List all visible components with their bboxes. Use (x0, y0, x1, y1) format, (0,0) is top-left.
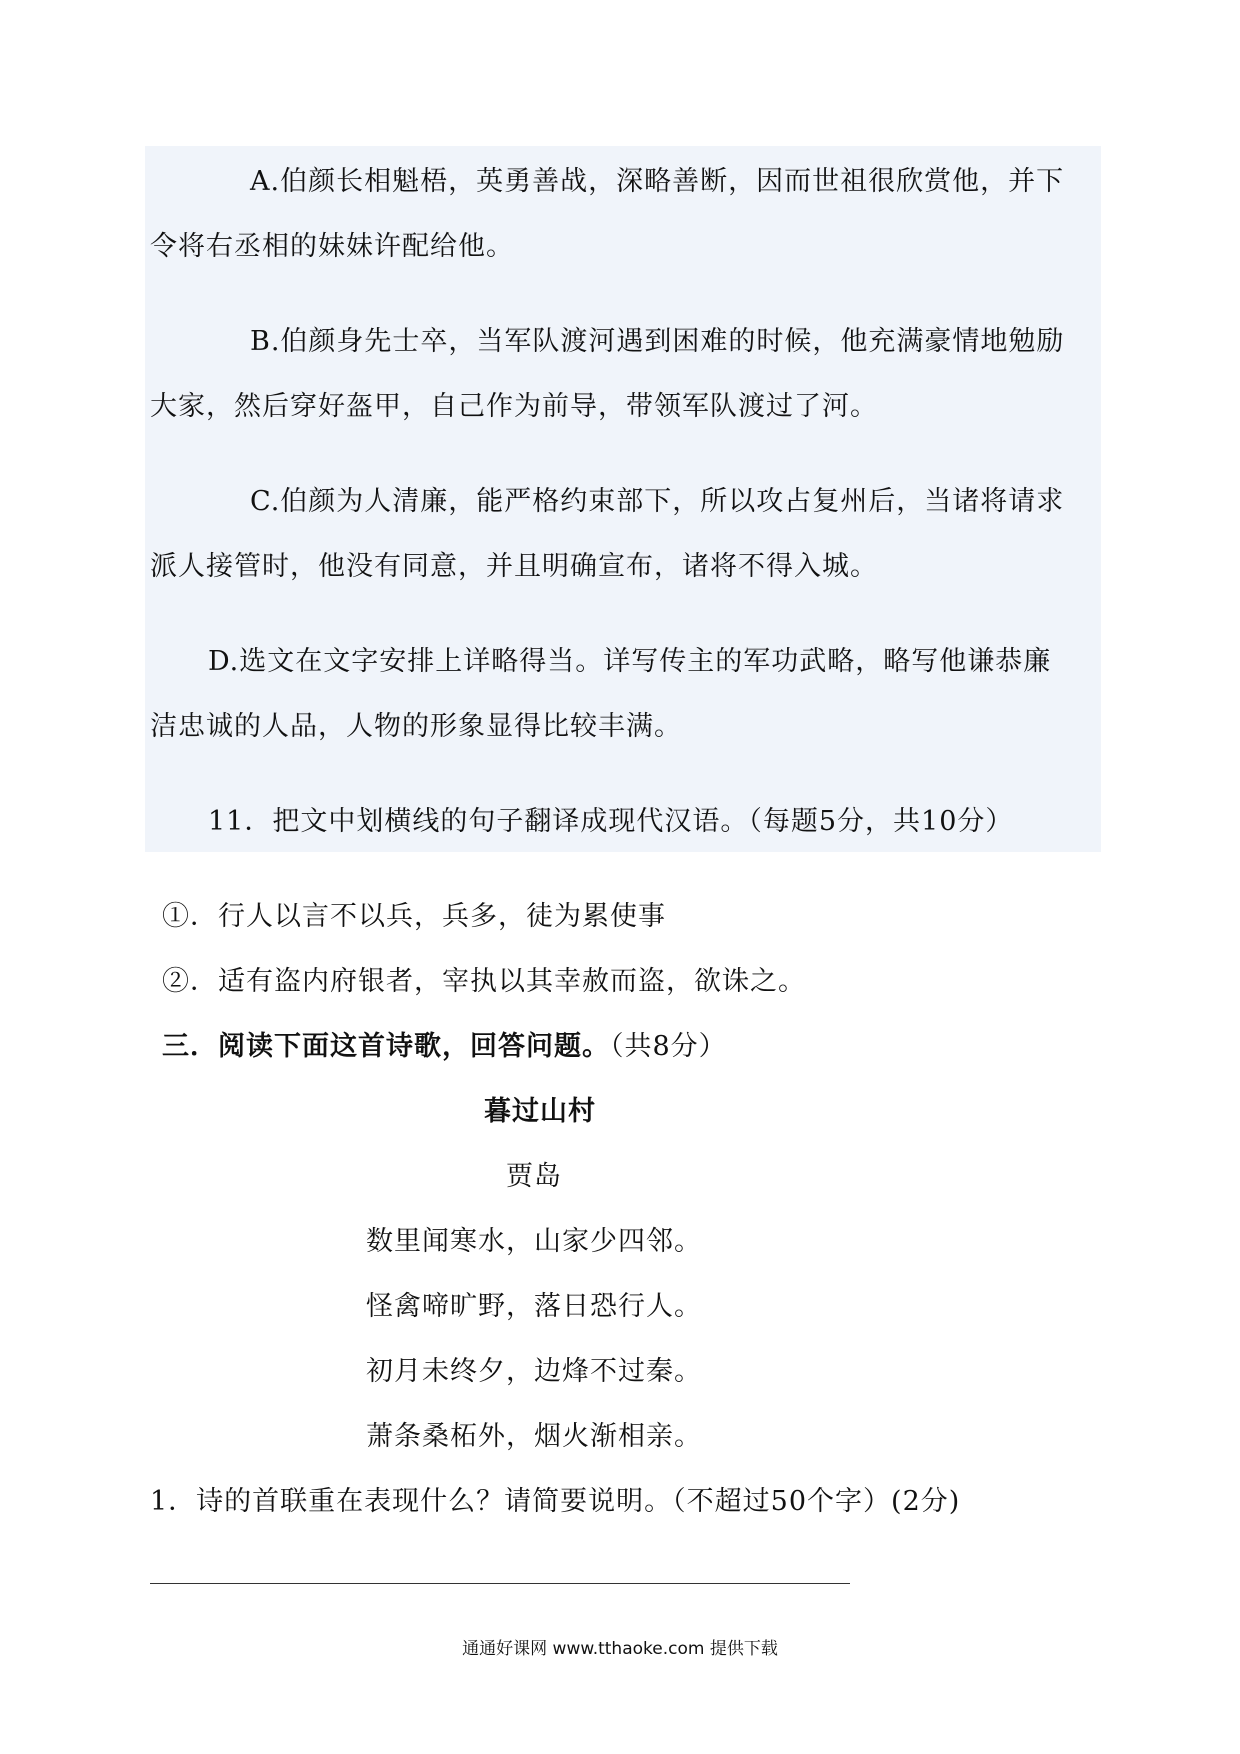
poem-line-4: 萧条桑柘外，烟火渐相亲。 (366, 1421, 702, 1452)
section-3-points: （共8分） (610, 1031, 727, 1062)
option-d-line1: D.选文在文字安排上详略得当。详写传主的军功武略，略写他谦恭廉 (208, 646, 1052, 677)
sentence-1: ①．行人以言不以兵，兵多，徒为累使事 (162, 901, 666, 932)
option-a-line2: 令将右丞相的妹妹许配给他。 (150, 231, 514, 262)
footer: 通通好课网 www.tthaoke.com 提供下载 (462, 1639, 778, 1659)
question-11: 11．把文中划横线的句子翻译成现代汉语。（每题5分，共10分） (208, 806, 1014, 837)
poem-author: 贾岛 (506, 1161, 562, 1192)
option-c-line1: C.伯颜为人清廉，能严格约束部下，所以攻占复州后，当诸将请求 (250, 486, 1065, 517)
option-a-line1: A.伯颜长相魁梧，英勇善战，深略善断，因而世祖很欣赏他，并下 (250, 166, 1065, 197)
poem-line-3: 初月未终夕，边烽不过秦。 (366, 1356, 702, 1387)
sentence-2: ②．适有盗内府银者，宰执以其幸赦而盗，欲诛之。 (162, 966, 806, 997)
section-3-title: 三．阅读下面这首诗歌，回答问题。 (162, 1031, 610, 1062)
poem-line-2: 怪禽啼旷野，落日恐行人。 (366, 1291, 702, 1322)
poem-title: 暮过山村 (484, 1096, 596, 1127)
section-3-heading (162, 1027, 727, 1067)
option-d-line2: 洁忠诚的人品，人物的形象显得比较丰满。 (150, 711, 682, 742)
option-b-line2: 大家，然后穿好盔甲，自己作为前导，带领军队渡过了河。 (150, 391, 878, 422)
option-b-line1: B.伯颜身先士卒，当军队渡河遇到困难的时候，他充满豪情地勉励 (250, 326, 1065, 357)
answer-line (150, 1583, 850, 1584)
poem-line-1: 数里闻寒水，山家少四邻。 (366, 1226, 702, 1257)
question-1: 1．诗的首联重在表现什么？请简要说明。（不超过50个字）(2分) (150, 1486, 961, 1517)
option-c-line2: 派人接管时，他没有同意，并且明确宣布，诸将不得入城。 (150, 551, 878, 582)
